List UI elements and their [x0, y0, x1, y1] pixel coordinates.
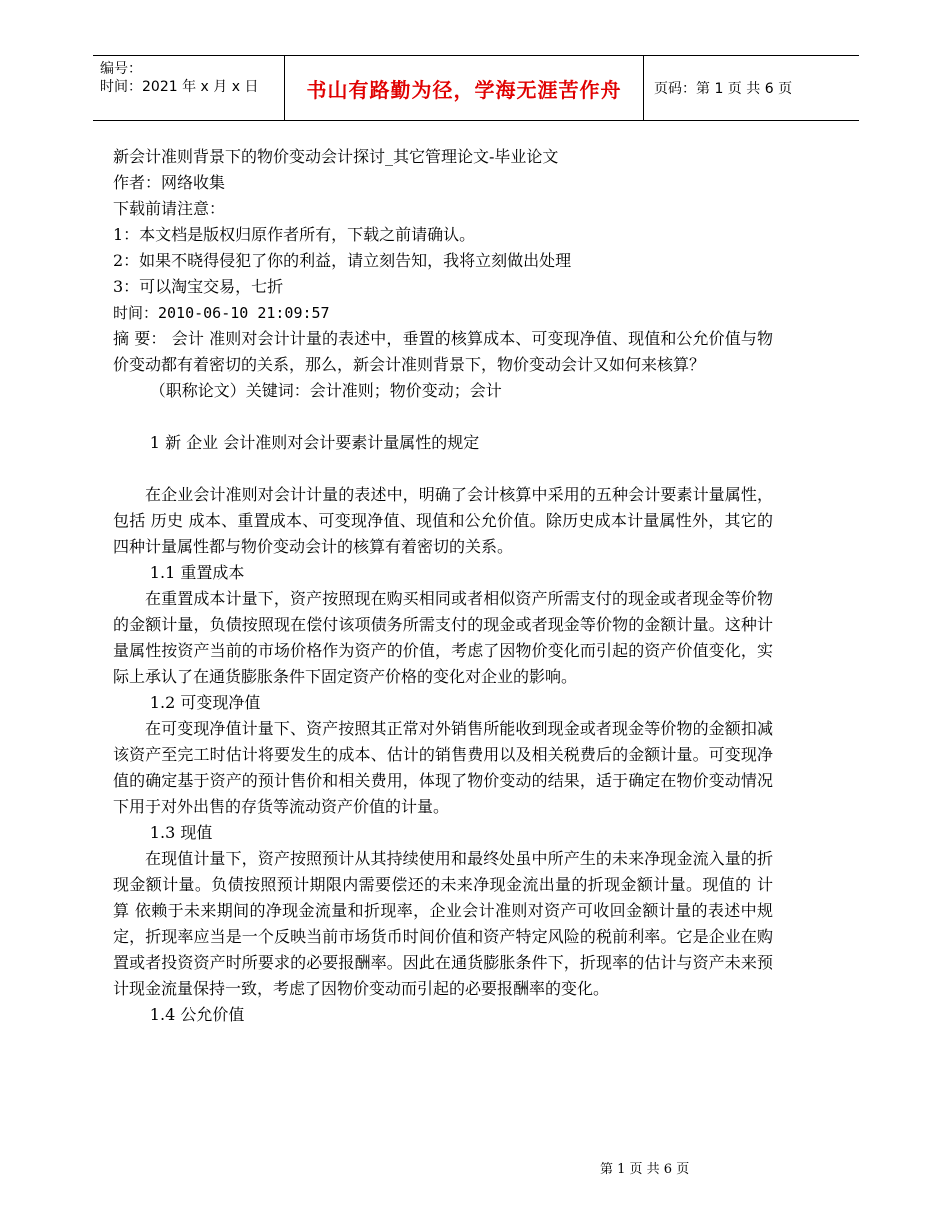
doc-time: 时间：2010-06-10 21:09:57: [113, 304, 330, 322]
abstract: 摘 要： 会计 准则对会计计量的表述中，垂置的核算成本、可变现净值、现值和公允价值与物价变动都有着密切的关系，那么，新会计准则背景下，物价变动会计又如何来核算？: [113, 329, 773, 374]
download-notice: 下载前请注意：: [113, 199, 226, 218]
section-1-1-paragraph: 在重置成本计量下，资产按照现在购买相同或者相似资产所需支付的现金或者现金等价物的金额计量，负债按照现在偿付该项债务所需支付的现金或者现金等价物的金额计量。这种计量属性按资产当前的市场价格作为资产的价值，考虑了因物价变化而引起的资产价值变化，实际上承认了在通货膨胀条件下固定资产价格的变化对企业的影响。: [113, 589, 773, 686]
spacer: [113, 404, 773, 430]
header-page-info: 页码：第 1 页 共 6 页: [654, 81, 793, 97]
doc-title: 新会计准则背景下的物价变动会计探讨_其它管理论文-毕业论文: [113, 147, 559, 166]
note-2: 2：如果不晓得侵犯了你的利益，请立刻告知，我将立刻做出处理: [113, 251, 572, 270]
section-1-paragraph: 在企业会计准则对会计计量的表述中，明确了会计核算中采用的五种会计要素计量属性，包括 历史 成本、重置成本、可变现净值、现值和公允价值。除历史成本计量属性外，其它的四种计量属性都与物价变动会计的核算有着密切的关系。: [113, 485, 773, 556]
section-1-3-paragraph: 在现值计量下，资产按照预计从其持续使用和最终处虽中所产生的未来净现金流入量的折现金额计量。负债按照预计期限内需要偿还的未来净现金流出量的折现金额计量。现值的 计算 依赖于未来期间的净现金流量和折现率，企业会计准则对资产可收回金额计量的表述中规定，折现率应当是一个反映当前市场货币时间价值和资产特定风险的税前利率。它是企业在购置或者投资资产时所要求的必要报酬率。因此在通货膨胀条件下，折现率的估计与资产未来预计现金流量保持一致，考虑了因物价变动而引起的必要报酬率的变化。: [113, 849, 773, 998]
header-motto: 书山有路勤为径，学海无涯苦作舟: [285, 56, 644, 120]
page-header: [93, 55, 859, 121]
section-1-2-title: 1.2 可变现净值: [149, 693, 261, 712]
header-meta: [93, 56, 285, 120]
note-3: 3：可以淘宝交易，七折: [113, 277, 284, 296]
spacer: [113, 456, 773, 482]
section-1-4-title: 1.4 公允价值: [149, 1005, 245, 1024]
note-1: 1：本文档是版权归原作者所有，下载之前请确认。: [113, 225, 476, 244]
keywords: （职称论文）关键词：会计准则；物价变动；会计: [149, 381, 502, 400]
document-body: [113, 144, 773, 1028]
number-label: 编号：: [100, 61, 142, 77]
doc-author: 作者：网络收集: [113, 173, 226, 192]
section-1-title: 1 新 企业 会计准则对会计要素计量属性的规定: [149, 433, 480, 452]
section-1-3-title: 1.3 现值: [149, 823, 213, 842]
section-1-1-title: 1.1 重置成本: [149, 563, 245, 582]
date-label: 时间：2021 年 x 月 x 日: [100, 79, 259, 95]
section-1-2-paragraph: 在可变现净值计量下、资产按照其正常对外销售所能收到现金或者现金等价物的金额扣减该资产至完工时估计将要发生的成本、估计的销售费用以及相关税费后的金额计量。可变现净值的确定基于资产的预计售价和相关费用，体现了物价变动的结果，适于确定在物价变动情况下用于对外出售的存货等流动资产价值的计量。: [113, 719, 773, 816]
page-footer: 第 1 页 共 6 页: [600, 1162, 690, 1177]
